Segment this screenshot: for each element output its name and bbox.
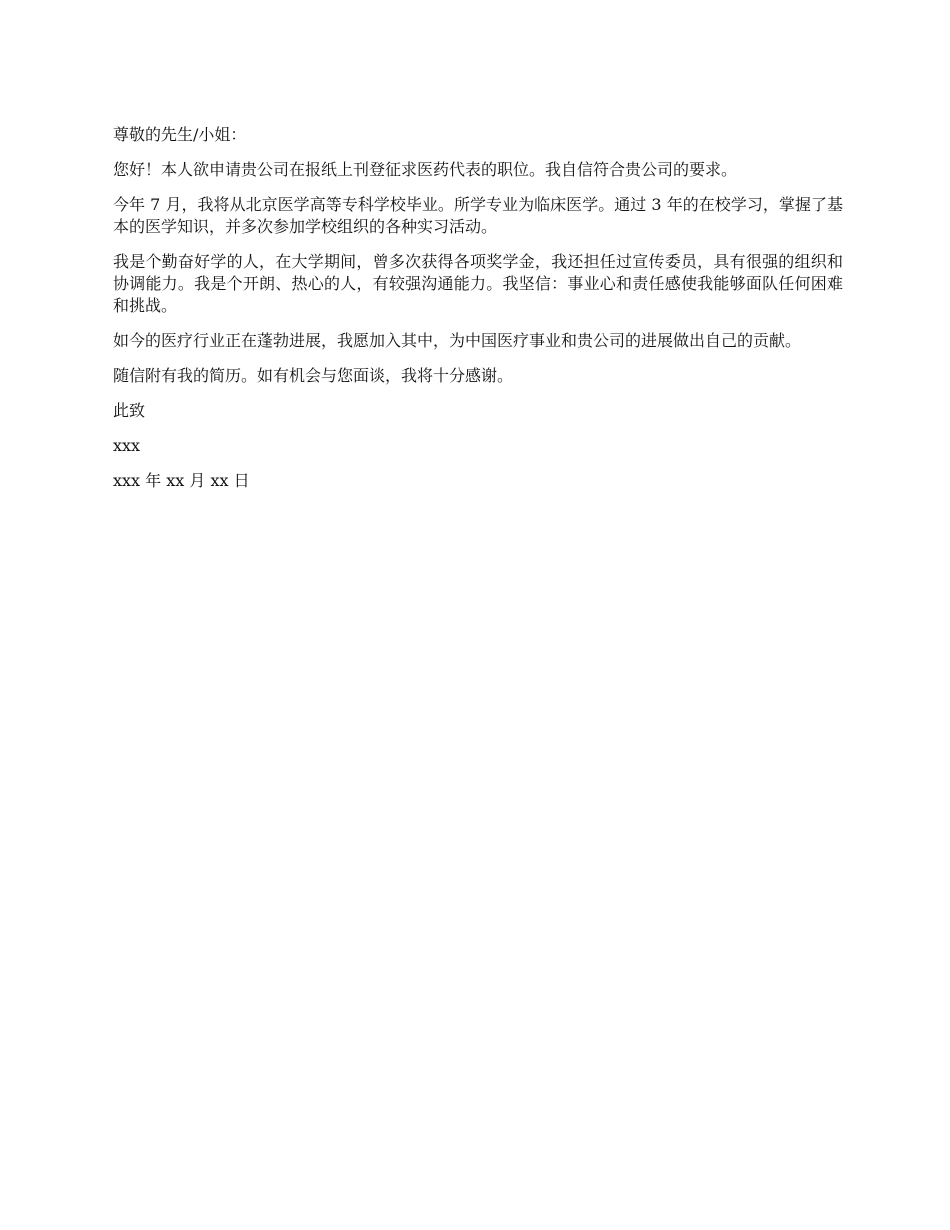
paragraph-education: 今年 7 月，我将从北京医学高等专科学校毕业。所学专业为临床医学。通过 3 年的在校学习，掌握了基本的医学知识，并多次参加学校组织的各种实习活动。 (113, 195, 843, 236)
paragraph-intro: 您好！本人欲申请贵公司在报纸上刊登征求医药代表的职位。我自信符合贵公司的要求。 (113, 160, 738, 179)
paragraph-personality: 我是个勤奋好学的人，在大学期间，曾多次获得各项奖学金，我还担任过宣传委员，具有很强的组织和协调能力。我是个开朗、热心的人，有较强沟通能力。我坚信：事业心和责任感使我能够面队任何困难和挑战。 (113, 252, 843, 315)
paragraph-resume: 随信附有我的简历。如有机会与您面谈，我将十分感谢。 (113, 366, 514, 385)
signature: xxx (113, 436, 141, 455)
salutation: 尊敬的先生/小姐： (113, 125, 247, 144)
paragraph-motivation: 如今的医疗行业正在蓬勃进展，我愿加入其中，为中国医疗事业和贵公司的进展做出自己的贡献。 (113, 331, 802, 350)
cover-letter (113, 124, 843, 505)
closing: 此致 (113, 401, 146, 420)
date: xxx 年 xx 月 xx 日 (113, 471, 250, 490)
